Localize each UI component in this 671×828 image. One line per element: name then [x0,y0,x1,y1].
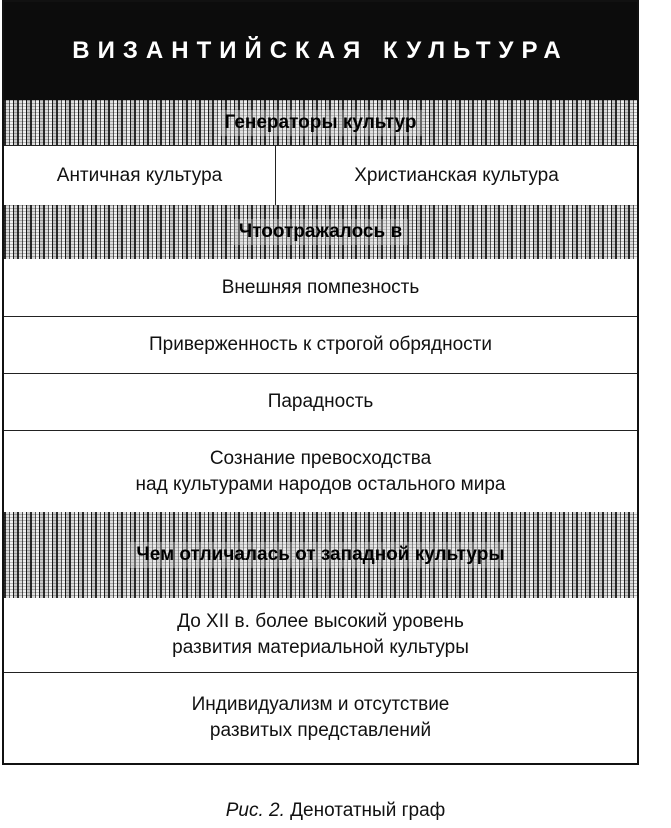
feature-text-4: Сознание превосходства над культурами народов остального мира [135,447,506,495]
noisy-band-2 [4,205,637,259]
denotat-graph-frame [2,0,639,765]
graph-title [4,2,637,100]
noisy-band-2-text: Чтоотражалось в [233,219,408,245]
noisy-band-1 [4,100,637,145]
feature-box-2 [4,316,637,373]
noisy-band-3 [4,512,637,598]
figure-caption [0,800,671,822]
feature-text-2: Приверженность к строгой обрядности [148,334,492,355]
feature-text-3: Парадность [267,391,374,412]
difference-box-1 [4,598,637,672]
difference-text-2: Индивидуализм и отсутствие развитых представлений [191,694,450,741]
noisy-band-3-text: Чем отличалась от западной культуры [130,542,510,568]
feature-box-1 [4,259,637,316]
caption-prefix: Рис. 2. [225,800,285,821]
difference-text-1: До XII в. более высокий уровень развития материальной культуры [172,611,469,658]
difference-box-2 [4,672,637,763]
source-christian [276,146,637,205]
source-christian-label: Христианская культура [354,164,559,186]
feature-box-3 [4,373,637,430]
feature-box-4 [4,430,637,512]
source-antique [4,146,276,205]
graph-title-text: ВИЗАНТИЙСКАЯ КУЛЬТУРА [72,37,569,64]
feature-text-1: Внешняя помпезность [221,276,420,298]
sources-row [4,145,637,205]
noisy-band-1-text: Генераторы культур [219,110,423,136]
caption-text: Денотатный граф [284,800,446,821]
source-antique-label: Античная культура [56,164,223,186]
